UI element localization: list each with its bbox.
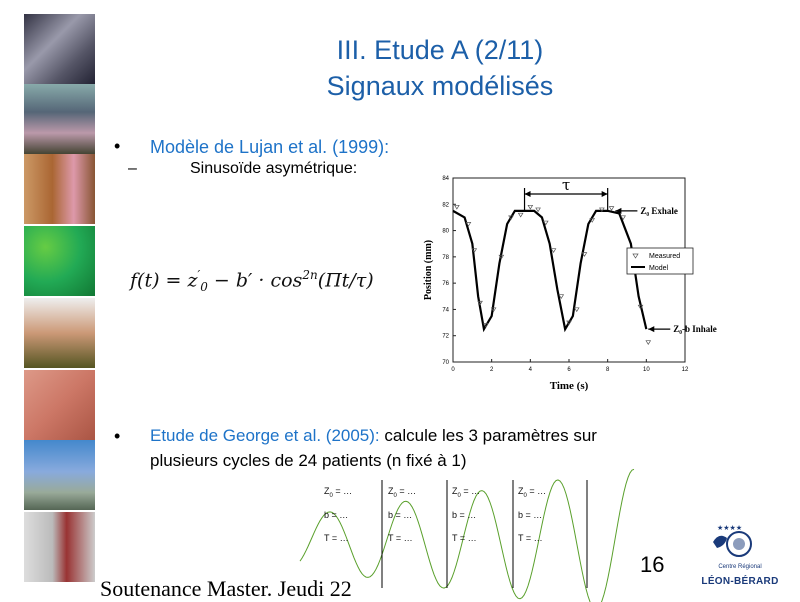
measured-point (455, 205, 459, 209)
leon-berard-logo (695, 520, 785, 595)
x-tick-label: 10 (642, 367, 650, 373)
exhale-label: Z₀ Exhale (640, 205, 678, 216)
bullet-dot-2: • (114, 426, 121, 446)
T-label: T = … (452, 533, 477, 543)
bullet-lujan: Modèle de Lujan et al. (1999): (150, 137, 390, 157)
page-number: 16 (640, 552, 665, 577)
svg-text:★★★★: ★★★★ (717, 525, 743, 532)
bullet-george-black: calcule les 3 paramètres sur (379, 426, 597, 445)
legend-model-label: Model (649, 265, 669, 272)
lujan-chart (405, 168, 717, 408)
tau-arrow-head-left (525, 191, 531, 197)
z0-label (324, 486, 352, 499)
T-label: T = … (324, 533, 349, 543)
T-label: T = … (518, 533, 543, 543)
measured-point (518, 213, 522, 217)
legend-measured-label: Measured (649, 253, 681, 260)
footer-text: Soutenance Master. Jeudi 22 (100, 576, 352, 601)
b-label: b = … (452, 510, 477, 520)
x-tick-label: 6 (567, 367, 571, 373)
z0-label-sub: 0 (457, 493, 461, 499)
inhale-label: Z₀-b Inhale (673, 324, 717, 335)
formula-mid: − b′ · cos (207, 269, 303, 292)
z0-label-rest: = … (332, 486, 353, 496)
z0-label-z: Z (324, 486, 330, 496)
logo-line1: Centre Régional (718, 564, 762, 570)
y-tick-label: 72 (442, 333, 449, 340)
photo-atrium (24, 84, 95, 154)
T-label: T = … (388, 533, 413, 543)
x-axis-label: Time (s) (549, 380, 589, 392)
series-model-line (453, 211, 646, 329)
measured-point (528, 205, 532, 209)
x-tick-label: 4 (528, 367, 533, 373)
photo-statues (24, 154, 95, 224)
formula-z-sub: 0 (200, 280, 208, 295)
photo-glass-roof (24, 14, 95, 84)
slide-title (250, 32, 630, 104)
y-axis-label: Position (mm) (423, 239, 434, 301)
z0-label-rest: = … (526, 486, 547, 496)
y-tick-label: 76 (442, 281, 449, 288)
x-tick-label: 0 (451, 367, 455, 373)
photo-relief (24, 370, 95, 440)
z0-label-sub: 0 (523, 493, 527, 499)
z0-label-rest: = … (396, 486, 417, 496)
photo-building (24, 440, 95, 510)
y-tick-label: 74 (442, 307, 449, 314)
z0-label-sub: 0 (329, 493, 333, 499)
sub-bullet-text: Sinusoïde asymétrique: (190, 160, 358, 177)
tau-arrow-head-right (602, 191, 608, 197)
formula (130, 268, 374, 294)
sub-bullet-dash: – (128, 160, 137, 177)
formula-z-prime: ′ (197, 268, 201, 282)
photo-strip (0, 0, 95, 600)
y-tick-label: 80 (442, 228, 449, 235)
bullet-dot-1: • (114, 136, 121, 156)
y-tick-label: 78 (442, 254, 449, 261)
bullet-george (150, 424, 750, 448)
z0-label-z: Z (518, 486, 524, 496)
sine-cycles-chart (300, 450, 645, 590)
y-tick-label: 82 (442, 202, 449, 209)
bullet-george-line2: plusieurs cycles de 24 patients (n fixé à 1) (150, 451, 467, 470)
sub-bullet (128, 160, 358, 178)
x-tick-label: 8 (605, 367, 610, 373)
inhale-arrow-head (648, 326, 654, 332)
z0-label-sub: 0 (393, 493, 397, 499)
slide-title-line1: III. Etude A (2/11) (336, 35, 544, 65)
formula-rhs: (Πt/τ) (317, 269, 374, 292)
z0-label-rest: = … (460, 486, 481, 496)
lion-emblem-icon (695, 520, 785, 564)
x-tick-label: 12 (681, 367, 689, 373)
logo-line2: LÉON-BÉRARD (701, 576, 779, 587)
z0-label-z: Z (388, 486, 394, 496)
tau-label: τ (561, 176, 571, 194)
x-tick-label: 2 (489, 367, 494, 373)
formula-exp: 2n (302, 268, 318, 282)
measured-point (536, 208, 540, 212)
b-label: b = … (324, 510, 349, 520)
z0-label-z: Z (452, 486, 458, 496)
b-label: b = … (388, 510, 413, 520)
y-tick-label: 70 (442, 360, 449, 366)
slide-title-line2: Signaux modélisés (326, 71, 554, 101)
photo-corridor (24, 512, 95, 582)
y-tick-label: 84 (442, 176, 449, 182)
z0-label (518, 486, 546, 499)
bullet-george-blue: Etude de George et al. (2005): (150, 426, 380, 445)
b-label: b = … (518, 510, 543, 520)
measured-point (609, 207, 613, 211)
photo-ivy (24, 226, 95, 296)
measured-point (575, 308, 579, 312)
photo-cafe (24, 298, 95, 368)
z0-label (388, 486, 416, 499)
formula-lhs: f(t) = z (130, 269, 198, 292)
measured-point (646, 341, 650, 345)
